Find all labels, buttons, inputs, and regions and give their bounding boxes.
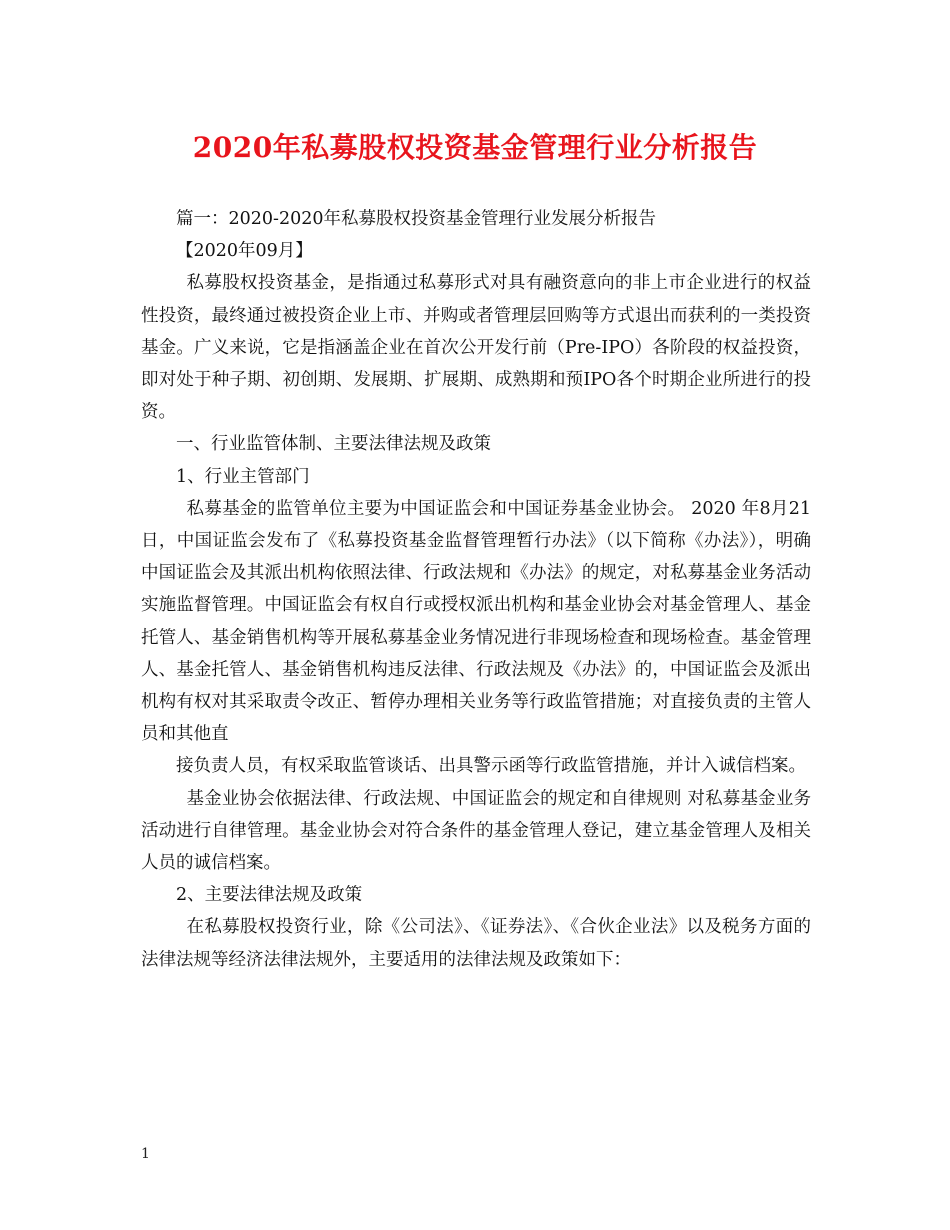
body-paragraph: 私募股权投资基金，是指通过私募形式对具有融资意向的非上市企业进行的权益性投资，最终通过被投资企业上市、并购或者管理层回购等方式退出而获利的一类投资基金。广义来说，它是指涵盖企业在首次公开发行前（Pre-IPO）各阶段的权益投资，即对处于种子期、初创期、发展期、扩展期、成熟期和预IPO各个时期企业所进行的投资。 [141, 273, 811, 423]
subsection-heading: 2、主要法律法规及政策 [176, 885, 363, 906]
body-paragraph: 在私募股权投资行业，除《公司法》、《证券法》、《合伙企业法》以及税务方面的法律法规等经济法律法规外，主要适用的法律法规及政策如下： [141, 917, 811, 970]
section-heading: 一、行业监管体制、主要法律法规及政策 [176, 434, 491, 455]
document-body [141, 203, 811, 976]
body-paragraph: 私募基金的监管单位主要为中国证监会和中国证券基金业协会。 2020 年8月21日，中国证监会发布了《私募投资基金监督管理暂行办法》（以下简称《办法》），明确中国证监会及其派出机构依照法律、行政法规和《办法》的规定，对私募基金业务活动实施监督管理。中国证监会有权自行或授权派出机构和基金业协会对基金管理人、基金托管人、基金销售机构等开展私募基金业务情况进行非现场检查和现场检查。基金管理人、基金托管人、基金销售机构违反法律、行政法规及《办法》的，中国证监会及派出机构有权对其采取责令改正、暂停办理相关业务等行政监管措施；对直接负责的主管人员和其他直 [141, 498, 811, 745]
chapter-heading: 篇一：2020-2020年私募股权投资基金管理行业发展分析报告 [176, 209, 656, 229]
body-paragraph: 接负责人员，有权采取监管谈话、出具警示函等行政监管措施，并计入诚信档案。 [176, 756, 806, 777]
document-title: 2020年私募股权投资基金管理行业分析报告 [192, 131, 758, 164]
page-number: 1 [141, 1146, 150, 1162]
report-date: 【2020年09月】 [176, 241, 313, 262]
body-paragraph: 基金业协会依据法律、行政法规、中国证监会的规定和自律规则 对私募基金业务活动进行自律管理。基金业协会对符合条件的基金管理人登记，建立基金管理人及相关人员的诚信档案。 [141, 788, 811, 874]
subsection-heading: 1、行业主管部门 [176, 466, 310, 487]
